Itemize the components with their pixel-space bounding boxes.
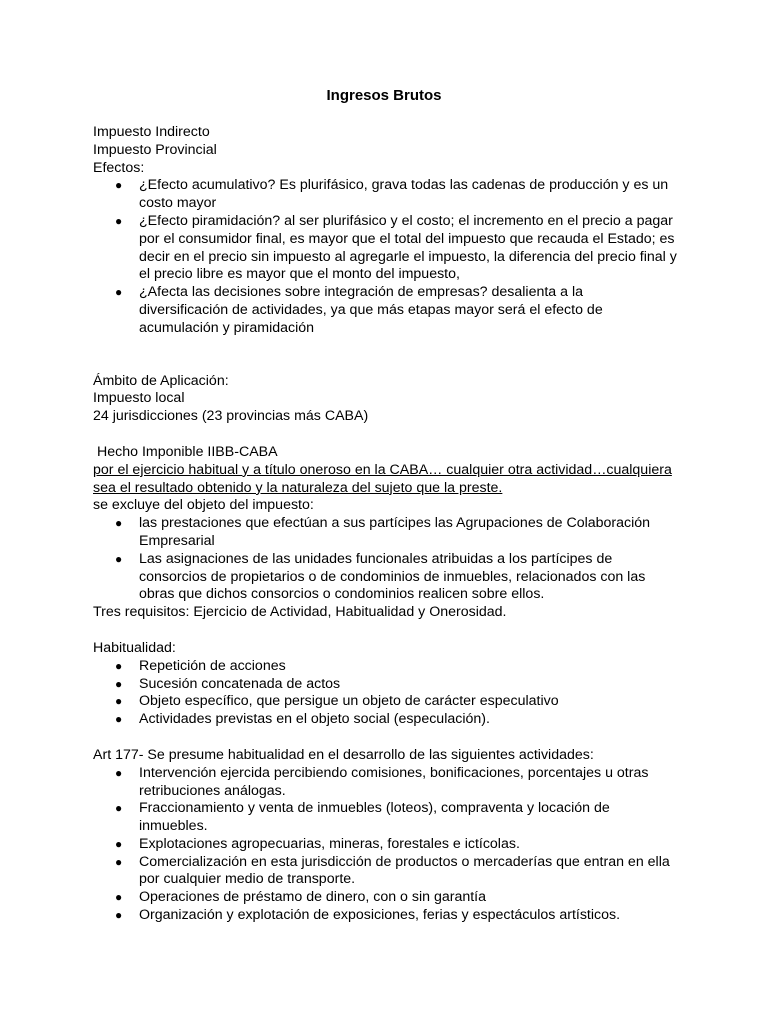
bullet-icon: ● [115,801,123,816]
ambito-heading: Ámbito de Aplicación: [93,372,229,389]
list-item [115,853,679,890]
bullet-icon: ● [115,908,123,923]
list-item [115,212,679,284]
list-item [115,515,659,551]
intro-line-1: Impuesto Indirecto [93,124,210,140]
list-item-text: Operaciones de préstamo de dinero, con o sin garantía [139,889,487,906]
list-item-text: Sucesión concatenada de actos [139,675,341,692]
list-item [115,675,675,694]
list-item [115,284,609,337]
ambito-line-2: 24 jurisdicciones (23 provincias más CABA) [93,408,369,425]
bullet-icon: ● [115,765,123,780]
requisitos-line: Tres requisitos: Ejercicio de Actividad, Habitualidad y Onerosidad. [93,604,507,621]
bullet-icon: ● [115,676,123,691]
list-item-text: Las asignaciones de las unidades funcionales atribuidas a los partícipes de consorcios de propietarios o de condominios de inmuebles, relacionados con las obras que dichos consorcios o condominios realicen sobre ellos. [139,550,646,603]
bullet-icon: ● [115,854,123,869]
list-item-text: Actividades previstas en el objeto social (especulación). [139,711,490,728]
bullet-icon: ● [115,285,123,300]
bullet-icon: ● [115,551,123,566]
art177-list [93,765,675,925]
list-item-text: ¿Efecto piramidación? al ser plurifásico y el costo; el incremento en el precio a pagar por el consumidor final, es mayor que el total del impuesto que recauda el Estado; es decir en el precio sin impuesto al agregarle el impuesto, la diferencia del precio final y el precio libre es mayor que el monto del impuesto, [139,212,677,283]
list-item-text: las prestaciones que efectúan a sus partícipes las Agrupaciones de Colaboración Empresarial [139,515,651,549]
list-item [115,889,675,907]
art177-heading: Art 177- Se presume habitualidad en el desarrollo de las siguientes actividades: [93,746,594,763]
list-item-text: Organización y explotación de exposiciones, ferias y espectáculos artísticos. [139,907,621,924]
intro-line-3: Efectos: [93,159,145,176]
list-item [115,657,675,676]
list-item [115,177,699,213]
habitualidad-heading: Habitualidad: [93,639,176,656]
list-item [115,550,649,604]
list-item [115,835,675,854]
efectos-list [93,177,675,337]
list-item [115,693,675,711]
hecho-definition: por el ejercicio habitual y a título oneroso en la CABA… cualquier otra actividad…cualquiera sea el resultado obtenido y la naturaleza del sujeto que la preste. [93,461,672,496]
exclusiones-list [93,515,675,604]
list-item [115,711,675,729]
hecho-excluye: se excluye del objeto del impuesto: [93,497,314,514]
list-item-text: Comercialización en esta jurisdicción de productos o mercaderías que entran en ella por cualquier medio de transporte. [139,853,670,888]
list-item-text: Repetición de acciones [139,657,286,674]
bullet-icon: ● [115,694,123,709]
list-item [115,800,639,836]
bullet-icon: ● [115,712,123,727]
list-item-text: Intervención ejercida percibiendo comisiones, bonificaciones, porcentajes u otras retribuciones análogas. [139,764,649,799]
list-item [115,764,659,801]
list-item-text: Objeto específico, que persigue un objeto de carácter especulativo [139,693,559,710]
bullet-icon: ● [115,516,123,531]
bullet-icon: ● [115,213,123,228]
bullet-icon: ● [115,178,123,193]
list-item [115,907,675,925]
list-item-text: Fraccionamiento y venta de inmuebles (loteos), compraventa y locación de inmuebles. [139,800,610,835]
document-title: Ingresos Brutos [326,87,442,104]
bullet-icon: ● [115,658,123,673]
bullet-icon: ● [115,836,123,851]
hecho-heading: Hecho Imponible IIBB-CABA [97,443,278,460]
list-item-text: Explotaciones agropecuarias, mineras, forestales e ictícolas. [139,835,520,852]
habitualidad-list [93,658,675,729]
intro-line-2: Impuesto Provincial [93,141,217,158]
list-item-text: ¿Efecto acumulativo? Es plurifásico, grava todas las cadenas de producción y es un costo mayor [139,177,669,212]
ambito-line-1: Impuesto local [93,390,185,407]
bullet-icon: ● [115,890,123,905]
list-item-text: ¿Afecta las decisiones sobre integración de empresas? desalienta a la diversificación de actividades, ya que más etapas mayor será el efecto de acumulación y piramidación [139,284,603,336]
